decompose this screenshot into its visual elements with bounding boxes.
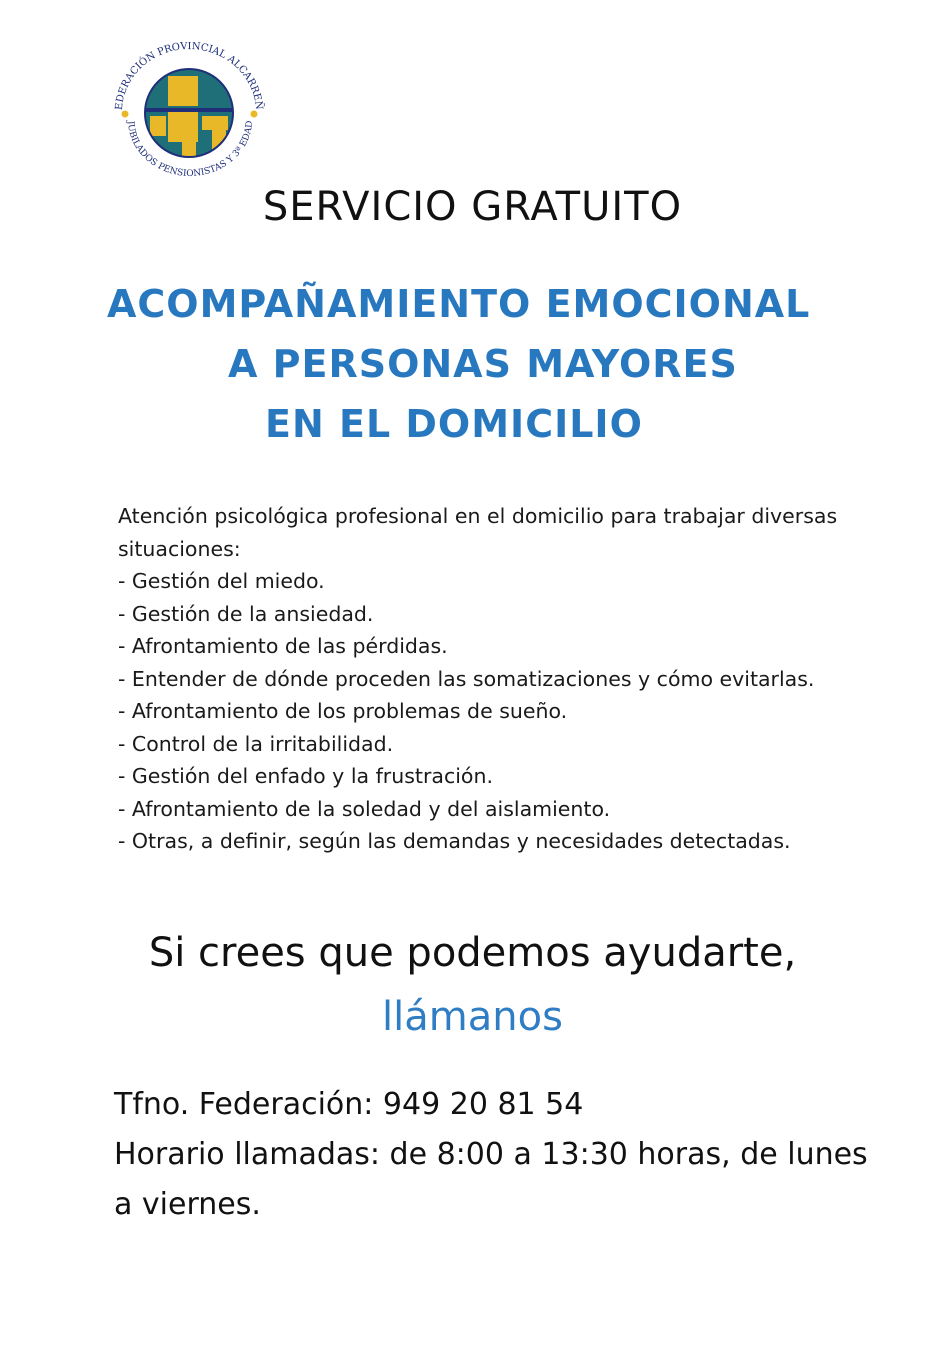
list-item: - Entender de dónde proceden las somatizaciones y cómo evitarlas. [118,666,815,691]
call-to-action-highlight: llámanos [382,994,563,1040]
list-item: - Gestión del enfado y la frustración. [118,764,493,788]
list-item: - Afrontamiento de la soledad y del aislamiento. [118,796,611,821]
headline-line-1: ACOMPAÑAMIENTO EMOCIONAL [107,282,811,326]
contact-info [114,1080,874,1230]
list-item: - Gestión del miedo. [118,569,325,593]
svg-text:FEDERACIÓN PROVINCIAL ALCARREÑ: EDERACIÓN PROVINCIAL ALCARREÑ [113,42,265,111]
service-description [118,500,878,858]
list-item: - Afrontamiento de las pérdidas. [118,634,448,658]
call-hours-days: a viernes. [114,1187,261,1222]
svg-text:JUBILADOS PENSIONISTAS Y 3ª ED: JUBILADOS PENSIONISTAS Y 3ª EDAD [124,120,256,179]
federation-logo [106,42,272,182]
logo-seal-icon [106,42,272,182]
intro-text: Atención psicológica profesional en el domicilio para trabajar diversas situaciones: [118,504,838,561]
headline-line-3: EN EL DOMICILIO [265,402,643,446]
headline-line-2: A PERSONAS MAYORES [228,342,738,386]
list-item: - Control de la irritabilidad. [118,731,394,756]
list-item: - Afrontamiento de los problemas de sueño. [118,699,568,723]
list-item: - Otras, a definir, según las demandas y necesidades detectadas. [118,829,791,853]
list-item: - Gestión de la ansiedad. [118,601,374,626]
page-title: SERVICIO GRATUITO [262,184,683,230]
call-hours: Horario llamadas: de 8:00 a 13:30 horas, de lunes [114,1137,868,1172]
call-to-action: Si crees que podemos ayudarte, [148,930,797,976]
phone-number: Tfno. Federación: 949 20 81 54 [114,1087,584,1122]
situations-list [118,565,878,858]
